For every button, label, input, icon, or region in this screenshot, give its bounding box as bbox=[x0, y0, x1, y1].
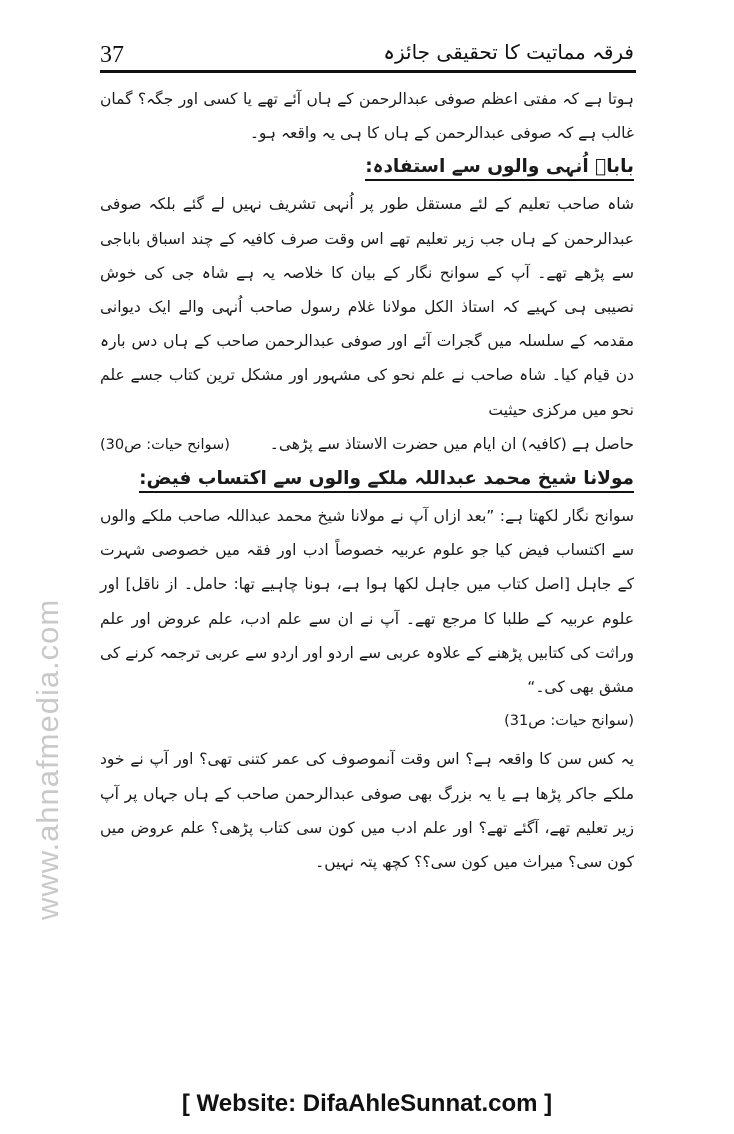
paragraph-2: شاہ صاحب تعلیم کے لئے مستقل طور پر اُنہی تشریف نہیں لے گئے بلکہ صوفی عبدالرحمن کے ہاں جب زیر تعلیم تھے اس وقت صرف کافیہ کے چند اسباق باباجی سے پڑھے تھے۔ آپ کے سوانح نگار کے بیان کا خلاصہ یہ ہے شاہ جی کی خوش نصیبی ہی کہیے کہ استاذ الکل مولانا غلام رسول صاحب اُنہی والے ایک دیوانی مقدمہ کے سلسلہ میں گجرات آئے اور صوفی عبدالرحمن صاحب کے ہاں دس بارہ دن قیام کیا۔ شاہ صاحب نے علم نحو کی مشہور اور مشکل ترین کتاب جسے علم نحو میں مرکزی حیثیت bbox=[100, 195, 634, 419]
paragraph-4: یہ کس سن کا واقعہ ہے؟ اس وقت آنموصوف کی عمر کتنی تھی؟ اور آپ نے خود ملکے جاکر پڑھا ہے یا یہ بزرگ بھی صوفی عبدالرحمن صاحب کے ہاں جہاں پر آپ زیر تعلیم تھے، آگئے تھے؟ اور علم ادب میں کون سی کتاب پڑھی؟ علم عروض میں کون سی؟ میراث میں کون سی؟؟ کچھ پتہ نہیں۔ bbox=[100, 750, 634, 872]
paragraph-2-last: حاصل ہے (کافیہ) ان ایام میں حضرت الاستاذ سے پڑھی۔ bbox=[269, 434, 634, 453]
header-rule bbox=[100, 70, 636, 73]
section-heading-2: مولانا شیخ محمد عبداللہ ملکے والوں سے اکتساب فیض: bbox=[139, 468, 634, 493]
section-heading-1: باباؒ اُنہی والوں سے استفادہ: bbox=[365, 156, 634, 181]
page-header bbox=[100, 40, 634, 74]
reference-1: (سوانح حیات: ص30) bbox=[100, 436, 230, 453]
book-title: فرقہ مماتیت کا تحقیقی جائزہ bbox=[383, 40, 634, 64]
footer-website: [ Website: DifaAhleSunnat.com ] bbox=[181, 1090, 553, 1117]
paragraph-3: سوانح نگار لکھتا ہے: ”بعد ازاں آپ نے مولانا شیخ محمد عبداللہ صاحب ملکے والوں سے اکتساب فیض کیا جو علوم عربیہ خصوصاً ادب اور فقہ میں خصوصی شہرت کے جاہل [اصل کتاب میں جاہل لکھا ہوا ہے، ہونا چاہیے تھا: حامل۔ از ناقل] اور علوم عربیہ کے طلبا کا مرجع تھے۔ آپ نے ان سے علم ادب، علم عروض اور علم وراثت کی کتابیں پڑھنے کے علاوہ عربی سے اردو اور اردو سے عربی ترجمہ کرنے کی مشق بھی کی۔“ bbox=[100, 507, 634, 697]
page-number: 37 bbox=[100, 42, 124, 68]
paragraph-1: ہوتا ہے کہ مفتی اعظم صوفی عبدالرحمن کے ہاں آئے تھے یا کسی اور جگہ؟ گمان غالب ہے کہ صوفی عبدالرحمن کے ہاں کا ہی یہ واقعہ ہو۔ bbox=[100, 90, 634, 143]
reference-2: (سوانح حیات: ص31) bbox=[504, 713, 634, 730]
reference-2-line bbox=[100, 704, 634, 738]
paragraph-2-closing-line bbox=[100, 427, 634, 462]
website-watermark: www.ahnafmedia.com bbox=[30, 598, 65, 920]
page-body bbox=[100, 82, 634, 879]
